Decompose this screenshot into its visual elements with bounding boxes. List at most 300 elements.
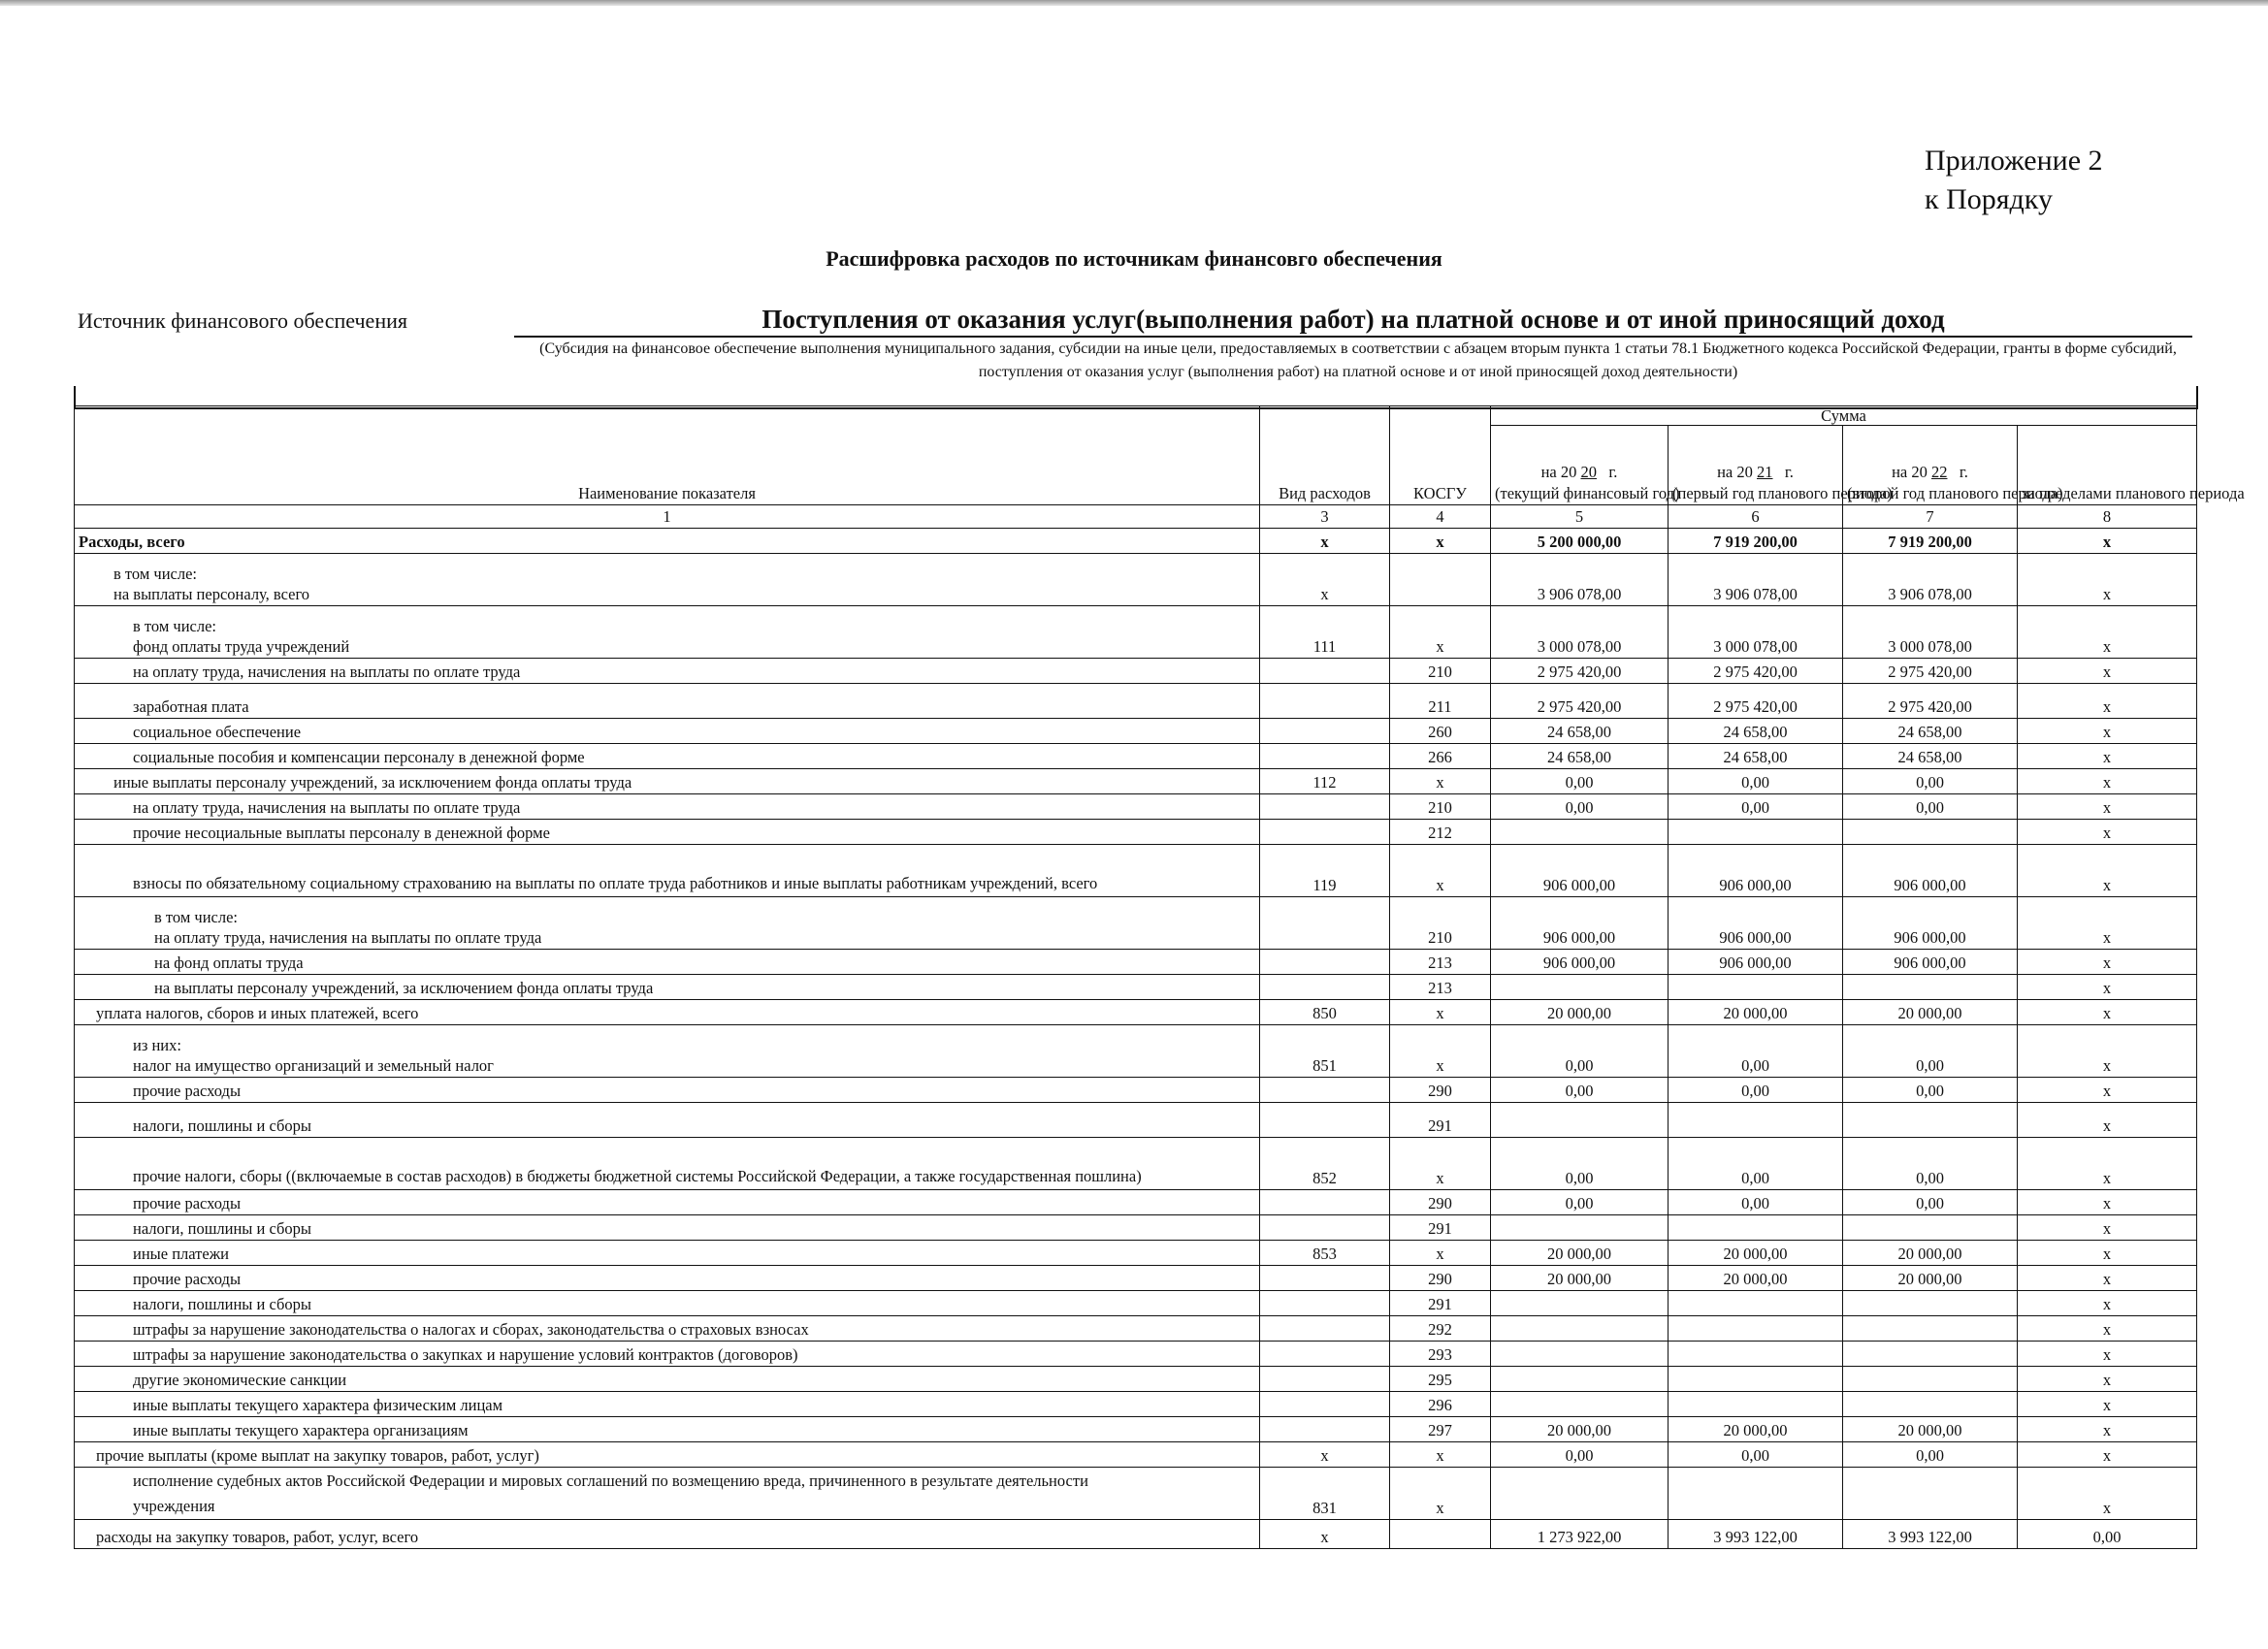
table-row xyxy=(75,744,2197,769)
row-sum-year1: 0,00 xyxy=(1491,1138,1669,1190)
row-sum-beyond: х xyxy=(2018,1000,2197,1025)
row-sum-year1: 0,00 xyxy=(1491,1078,1669,1103)
row-vid xyxy=(1260,1266,1390,1291)
row-sum-year1: 24 658,00 xyxy=(1491,719,1669,744)
row-sum-year1 xyxy=(1491,820,1669,845)
row-vid xyxy=(1260,1190,1390,1215)
row-sum-year1 xyxy=(1491,1103,1669,1138)
row-name xyxy=(75,719,1260,744)
row-label: штрафы за нарушение законодательства о закупках и нарушение условий контрактов (договоров) xyxy=(133,1345,798,1364)
row-sum-year3: 0,00 xyxy=(1843,794,2018,820)
row-sum-year1: 20 000,00 xyxy=(1491,1241,1669,1266)
row-sum-year1 xyxy=(1491,1468,1669,1520)
row-sum-beyond: х xyxy=(2018,744,2197,769)
table-row xyxy=(75,1266,2197,1291)
row-sum-year2: 20 000,00 xyxy=(1669,1266,1843,1291)
row-label: социальные пособия и компенсации персоналу в денежной форме xyxy=(133,748,585,766)
row-name xyxy=(75,1342,1260,1367)
row-kosgu: 212 xyxy=(1390,820,1491,845)
row-label: иные платежи xyxy=(133,1245,229,1263)
row-sum-year2: 20 000,00 xyxy=(1669,1417,1843,1442)
row-sum-beyond: х xyxy=(2018,1266,2197,1291)
row-vid xyxy=(1260,1316,1390,1342)
row-sum-year2: 0,00 xyxy=(1669,1442,1843,1468)
row-sum-year1: 3 906 078,00 xyxy=(1491,554,1669,606)
row-sum-year3 xyxy=(1843,1103,2018,1138)
row-vid: х xyxy=(1260,1442,1390,1468)
row-vid xyxy=(1260,975,1390,1000)
row-name xyxy=(75,975,1260,1000)
row-sum-year3: 3 993 122,00 xyxy=(1843,1520,2018,1549)
row-kosgu: х xyxy=(1390,1000,1491,1025)
header-beyond: за пределами планового периода xyxy=(2018,426,2197,505)
row-sum-year3 xyxy=(1843,1468,2018,1520)
row-sum-year1: 2 975 420,00 xyxy=(1491,659,1669,684)
row-sum-year3 xyxy=(1843,975,2018,1000)
row-label: прочие налоги, сборы ((включаемые в состав расходов) в бюджеты бюджетной системы Российской Федерации, а также государственная пошлина) xyxy=(133,1167,1142,1185)
row-sum-year1 xyxy=(1491,1215,1669,1241)
row-name xyxy=(75,1138,1260,1190)
row-kosgu: х xyxy=(1390,606,1491,659)
row-sum-year2: 0,00 xyxy=(1669,794,1843,820)
row-vid: 119 xyxy=(1260,845,1390,897)
row-sum-beyond: х xyxy=(2018,606,2197,659)
row-sum-year3 xyxy=(1843,1316,2018,1342)
row-sum-year2: 0,00 xyxy=(1669,1078,1843,1103)
table-row xyxy=(75,1520,2197,1549)
colnum-8: 8 xyxy=(2018,505,2197,529)
row-kosgu: 260 xyxy=(1390,719,1491,744)
row-kosgu: 297 xyxy=(1390,1417,1491,1442)
row-sum-year3: 0,00 xyxy=(1843,769,2018,794)
row-sum-beyond: х xyxy=(2018,1241,2197,1266)
table-row xyxy=(75,1138,2197,1190)
row-label: прочие расходы xyxy=(133,1194,242,1212)
row-vid: 850 xyxy=(1260,1000,1390,1025)
table-row xyxy=(75,845,2197,897)
row-label: прочие расходы xyxy=(133,1270,242,1288)
table-row xyxy=(75,529,2197,554)
row-sum-year2: 24 658,00 xyxy=(1669,744,1843,769)
row-name xyxy=(75,820,1260,845)
row-kosgu: 211 xyxy=(1390,684,1491,719)
row-name xyxy=(75,897,1260,950)
row-sum-year1: 1 273 922,00 xyxy=(1491,1520,1669,1549)
row-label: налог на имущество организаций и земельный налог xyxy=(133,1056,494,1075)
row-sum-beyond: х xyxy=(2018,719,2197,744)
row-name xyxy=(75,554,1260,606)
row-prefix: в том числе: xyxy=(154,908,239,926)
row-label: на оплату труда, начисления на выплаты по оплате труда xyxy=(154,928,542,947)
row-kosgu: 291 xyxy=(1390,1103,1491,1138)
row-label: взносы по обязательному социальному страхованию на выплаты по оплате труда работников и иные выплаты работникам учреждений, всего xyxy=(133,874,1098,892)
row-label: на оплату труда, начисления на выплаты по оплате труда xyxy=(133,663,521,681)
colnum-3: 3 xyxy=(1260,505,1390,529)
row-name xyxy=(75,845,1260,897)
row-sum-year1: 20 000,00 xyxy=(1491,1000,1669,1025)
row-vid: х xyxy=(1260,529,1390,554)
row-sum-year3: 2 975 420,00 xyxy=(1843,684,2018,719)
row-kosgu: 213 xyxy=(1390,975,1491,1000)
row-name xyxy=(75,1392,1260,1417)
row-vid xyxy=(1260,1103,1390,1138)
row-label: налоги, пошлины и сборы xyxy=(133,1295,311,1313)
table-row xyxy=(75,1417,2197,1442)
row-kosgu: 292 xyxy=(1390,1316,1491,1342)
row-sum-year2: 2 975 420,00 xyxy=(1669,659,1843,684)
table-row xyxy=(75,1103,2197,1138)
row-sum-year3 xyxy=(1843,1215,2018,1241)
row-sum-beyond: х xyxy=(2018,1392,2197,1417)
table-row xyxy=(75,659,2197,684)
row-sum-year3 xyxy=(1843,820,2018,845)
row-label: другие экономические санкции xyxy=(133,1371,347,1389)
row-sum-beyond: х xyxy=(2018,1442,2197,1468)
table-row xyxy=(75,606,2197,659)
row-sum-year2: 906 000,00 xyxy=(1669,845,1843,897)
row-kosgu xyxy=(1390,554,1491,606)
table-row xyxy=(75,1025,2197,1078)
row-name xyxy=(75,1078,1260,1103)
row-label: фонд оплаты труда учреждений xyxy=(133,637,350,656)
row-sum-year3: 3 906 078,00 xyxy=(1843,554,2018,606)
row-sum-beyond: х xyxy=(2018,1190,2197,1215)
row-sum-year2: 3 906 078,00 xyxy=(1669,554,1843,606)
row-kosgu: 290 xyxy=(1390,1266,1491,1291)
row-name xyxy=(75,769,1260,794)
row-sum-year1: 2 975 420,00 xyxy=(1491,684,1669,719)
row-sum-year2 xyxy=(1669,1215,1843,1241)
row-sum-year3: 906 000,00 xyxy=(1843,950,2018,975)
row-sum-year3: 0,00 xyxy=(1843,1442,2018,1468)
row-sum-year1: 0,00 xyxy=(1491,1190,1669,1215)
row-sum-year1 xyxy=(1491,1367,1669,1392)
row-sum-beyond: х xyxy=(2018,975,2197,1000)
appendix-note xyxy=(1925,142,2103,219)
row-sum-year2: 2 975 420,00 xyxy=(1669,684,1843,719)
row-name xyxy=(75,1316,1260,1342)
row-sum-year2 xyxy=(1669,1316,1843,1342)
row-name xyxy=(75,1241,1260,1266)
row-kosgu: х xyxy=(1390,1241,1491,1266)
row-name xyxy=(75,1468,1260,1520)
row-sum-year2 xyxy=(1669,1367,1843,1392)
row-sum-beyond: х xyxy=(2018,1103,2197,1138)
appendix-line2: к Порядку xyxy=(1925,183,2053,215)
row-sum-year2: 7 919 200,00 xyxy=(1669,529,1843,554)
row-sum-beyond: х xyxy=(2018,1291,2197,1316)
row-label: налоги, пошлины и сборы xyxy=(133,1219,311,1238)
row-vid: 851 xyxy=(1260,1025,1390,1078)
row-sum-year2: 0,00 xyxy=(1669,769,1843,794)
header-year2: на 20 21 г. (первый год планового периода) xyxy=(1669,426,1843,505)
row-sum-beyond: х xyxy=(2018,1342,2197,1367)
row-name xyxy=(75,794,1260,820)
row-sum-year3 xyxy=(1843,1367,2018,1392)
colnum-7: 7 xyxy=(1843,505,2018,529)
row-sum-year3: 0,00 xyxy=(1843,1190,2018,1215)
source-label: Источник финансового обеспечения xyxy=(78,308,407,333)
row-vid xyxy=(1260,719,1390,744)
row-sum-year3: 20 000,00 xyxy=(1843,1000,2018,1025)
row-prefix: в том числе: xyxy=(133,617,217,635)
row-sum-year3: 24 658,00 xyxy=(1843,744,2018,769)
table-row xyxy=(75,1078,2197,1103)
row-sum-year3: 0,00 xyxy=(1843,1025,2018,1078)
row-label: Расходы, всего xyxy=(79,533,185,551)
header-year3: на 20 22 г. (второй год планового периода) xyxy=(1843,426,2018,505)
row-sum-year1: 24 658,00 xyxy=(1491,744,1669,769)
row-vid: 831 xyxy=(1260,1468,1390,1520)
row-vid xyxy=(1260,1291,1390,1316)
row-label: иные выплаты текущего характера физическим лицам xyxy=(133,1396,503,1414)
colnum-1: 1 xyxy=(75,505,1260,529)
row-vid xyxy=(1260,1342,1390,1367)
row-kosgu: 213 xyxy=(1390,950,1491,975)
row-sum-year2: 0,00 xyxy=(1669,1025,1843,1078)
table-row xyxy=(75,1342,2197,1367)
table-row xyxy=(75,1392,2197,1417)
row-sum-year3 xyxy=(1843,1392,2018,1417)
table-row xyxy=(75,897,2197,950)
row-kosgu: х xyxy=(1390,1442,1491,1468)
header-summa: Сумма xyxy=(1491,406,2197,426)
row-sum-year2 xyxy=(1669,1468,1843,1520)
row-kosgu: 290 xyxy=(1390,1190,1491,1215)
row-label: исполнение судебных актов Российской Федерации и мировых соглашений по возмещению вреда, причиненного в результате деятельности учреждения xyxy=(133,1471,1088,1515)
table-row xyxy=(75,950,2197,975)
table-row xyxy=(75,1442,2197,1468)
row-label: иные выплаты персоналу учреждений, за исключением фонда оплаты труда xyxy=(113,773,632,792)
row-sum-year3: 906 000,00 xyxy=(1843,897,2018,950)
row-vid xyxy=(1260,1215,1390,1241)
table-row xyxy=(75,684,2197,719)
row-vid xyxy=(1260,1417,1390,1442)
row-sum-year3 xyxy=(1843,1342,2018,1367)
row-sum-year2 xyxy=(1669,1392,1843,1417)
row-sum-year3 xyxy=(1843,1291,2018,1316)
row-sum-beyond: х xyxy=(2018,897,2197,950)
row-vid xyxy=(1260,820,1390,845)
row-sum-beyond: х xyxy=(2018,794,2197,820)
row-vid: х xyxy=(1260,1520,1390,1549)
row-sum-year2 xyxy=(1669,820,1843,845)
row-sum-year1: 0,00 xyxy=(1491,769,1669,794)
row-sum-year1: 5 200 000,00 xyxy=(1491,529,1669,554)
row-vid xyxy=(1260,744,1390,769)
row-name xyxy=(75,1417,1260,1442)
row-label: прочие расходы xyxy=(133,1082,242,1100)
row-sum-year2: 24 658,00 xyxy=(1669,719,1843,744)
row-name xyxy=(75,1103,1260,1138)
colnum-4: 4 xyxy=(1390,505,1491,529)
row-sum-year1 xyxy=(1491,975,1669,1000)
row-sum-year1 xyxy=(1491,1291,1669,1316)
table-row xyxy=(75,554,2197,606)
row-name xyxy=(75,1291,1260,1316)
source-value: Поступления от оказания услуг(выполнения работ) на платной основе и от иной приносящий доход xyxy=(514,305,2192,338)
row-name xyxy=(75,529,1260,554)
colnum-5: 5 xyxy=(1491,505,1669,529)
row-sum-beyond: х xyxy=(2018,554,2197,606)
row-sum-beyond: х xyxy=(2018,1078,2197,1103)
row-vid xyxy=(1260,1367,1390,1392)
row-sum-year2 xyxy=(1669,1103,1843,1138)
row-name xyxy=(75,1215,1260,1241)
row-sum-year3: 3 000 078,00 xyxy=(1843,606,2018,659)
table-row xyxy=(75,1367,2197,1392)
expenses-table xyxy=(74,405,2245,1549)
row-label: прочие выплаты (кроме выплат на закупку товаров, работ, услуг) xyxy=(96,1446,539,1465)
row-name xyxy=(75,606,1260,659)
row-sum-year2: 0,00 xyxy=(1669,1190,1843,1215)
row-sum-beyond: 0,00 xyxy=(2018,1520,2197,1549)
row-label: прочие несоциальные выплаты персоналу в денежной форме xyxy=(133,824,550,842)
row-vid xyxy=(1260,950,1390,975)
row-sum-beyond: х xyxy=(2018,769,2197,794)
table-row xyxy=(75,769,2197,794)
row-label: налоги, пошлины и сборы xyxy=(133,1116,311,1135)
row-sum-year1: 3 000 078,00 xyxy=(1491,606,1669,659)
document-title: Расшифровка расходов по источникам финансовго обеспечения xyxy=(826,246,1442,271)
row-sum-year1: 0,00 xyxy=(1491,1025,1669,1078)
row-name xyxy=(75,1000,1260,1025)
row-sum-beyond: х xyxy=(2018,684,2197,719)
row-kosgu xyxy=(1390,1520,1491,1549)
row-kosgu: 295 xyxy=(1390,1367,1491,1392)
row-sum-beyond: х xyxy=(2018,659,2197,684)
row-sum-year2: 3 000 078,00 xyxy=(1669,606,1843,659)
row-kosgu: 291 xyxy=(1390,1215,1491,1241)
row-kosgu: 266 xyxy=(1390,744,1491,769)
colnum-6: 6 xyxy=(1669,505,1843,529)
row-sum-year2: 20 000,00 xyxy=(1669,1000,1843,1025)
row-sum-year2: 906 000,00 xyxy=(1669,897,1843,950)
row-vid xyxy=(1260,794,1390,820)
row-kosgu: х xyxy=(1390,1025,1491,1078)
row-kosgu: 210 xyxy=(1390,794,1491,820)
table-row xyxy=(75,820,2197,845)
table-row xyxy=(75,975,2197,1000)
row-name xyxy=(75,950,1260,975)
row-vid: 111 xyxy=(1260,606,1390,659)
scan-edge xyxy=(0,0,2268,6)
row-label: на выплаты персоналу, всего xyxy=(113,585,310,603)
header-year1: на 20 20 г. (текущий финансовый год) xyxy=(1491,426,1669,505)
row-label: штрафы за нарушение законодательства о налогах и сборах, законодательства о страховых взносах xyxy=(133,1320,809,1339)
row-name xyxy=(75,1266,1260,1291)
row-vid: 112 xyxy=(1260,769,1390,794)
row-sum-year2 xyxy=(1669,1291,1843,1316)
row-vid xyxy=(1260,659,1390,684)
table-row xyxy=(75,1215,2197,1241)
row-sum-year3: 7 919 200,00 xyxy=(1843,529,2018,554)
row-kosgu: х xyxy=(1390,1138,1491,1190)
row-label: социальное обеспечение xyxy=(133,723,302,741)
row-vid: 852 xyxy=(1260,1138,1390,1190)
row-vid xyxy=(1260,1392,1390,1417)
row-sum-year3: 2 975 420,00 xyxy=(1843,659,2018,684)
row-sum-beyond: х xyxy=(2018,1316,2197,1342)
row-kosgu: 293 xyxy=(1390,1342,1491,1367)
row-sum-beyond: х xyxy=(2018,950,2197,975)
row-sum-beyond: х xyxy=(2018,529,2197,554)
row-name xyxy=(75,1190,1260,1215)
row-vid: х xyxy=(1260,554,1390,606)
row-label: расходы на закупку товаров, работ, услуг, всего xyxy=(96,1528,419,1546)
row-sum-beyond: х xyxy=(2018,1215,2197,1241)
row-kosgu: 210 xyxy=(1390,897,1491,950)
row-sum-year3: 20 000,00 xyxy=(1843,1241,2018,1266)
row-sum-year1: 0,00 xyxy=(1491,1442,1669,1468)
row-sum-beyond: х xyxy=(2018,1025,2197,1078)
row-sum-year1: 0,00 xyxy=(1491,794,1669,820)
header-kosgu: КОСГУ xyxy=(1390,406,1491,505)
row-label: уплата налогов, сборов и иных платежей, всего xyxy=(96,1004,419,1022)
row-sum-year3: 24 658,00 xyxy=(1843,719,2018,744)
row-label: на фонд оплаты труда xyxy=(154,954,304,972)
row-sum-beyond: х xyxy=(2018,820,2197,845)
row-sum-beyond: х xyxy=(2018,1367,2197,1392)
row-kosgu: х xyxy=(1390,845,1491,897)
row-prefix: в том числе: xyxy=(113,565,198,583)
row-label: на оплату труда, начисления на выплаты по оплате труда xyxy=(133,798,521,817)
appendix-line1: Приложение 2 xyxy=(1925,145,2103,177)
row-sum-year2: 0,00 xyxy=(1669,1138,1843,1190)
row-sum-year1: 20 000,00 xyxy=(1491,1266,1669,1291)
row-sum-beyond: х xyxy=(2018,845,2197,897)
row-sum-year1: 906 000,00 xyxy=(1491,897,1669,950)
row-sum-year2 xyxy=(1669,975,1843,1000)
row-sum-beyond: х xyxy=(2018,1468,2197,1520)
row-sum-year2: 20 000,00 xyxy=(1669,1241,1843,1266)
row-kosgu: х xyxy=(1390,769,1491,794)
row-sum-beyond: х xyxy=(2018,1138,2197,1190)
row-kosgu: х xyxy=(1390,529,1491,554)
row-vid: 853 xyxy=(1260,1241,1390,1266)
table-row xyxy=(75,1316,2197,1342)
row-kosgu: х xyxy=(1390,1468,1491,1520)
row-vid xyxy=(1260,1078,1390,1103)
row-sum-year1: 20 000,00 xyxy=(1491,1417,1669,1442)
row-sum-year1: 906 000,00 xyxy=(1491,950,1669,975)
table-row xyxy=(75,794,2197,820)
column-number-row xyxy=(75,505,2197,529)
table-row xyxy=(75,719,2197,744)
row-label: заработная плата xyxy=(133,697,249,716)
row-name xyxy=(75,1442,1260,1468)
row-label: иные выплаты текущего характера организациям xyxy=(133,1421,469,1439)
row-sum-year1: 906 000,00 xyxy=(1491,845,1669,897)
row-name xyxy=(75,744,1260,769)
row-vid xyxy=(1260,684,1390,719)
row-name xyxy=(75,659,1260,684)
row-name xyxy=(75,1520,1260,1549)
row-kosgu: 296 xyxy=(1390,1392,1491,1417)
row-sum-year3: 906 000,00 xyxy=(1843,845,2018,897)
row-sum-year1 xyxy=(1491,1342,1669,1367)
row-name xyxy=(75,1367,1260,1392)
table-row xyxy=(75,1291,2197,1316)
row-kosgu: 291 xyxy=(1390,1291,1491,1316)
row-sum-year3: 0,00 xyxy=(1843,1138,2018,1190)
row-name xyxy=(75,1025,1260,1078)
row-sum-year3: 20 000,00 xyxy=(1843,1266,2018,1291)
row-kosgu: 210 xyxy=(1390,659,1491,684)
row-sum-year1 xyxy=(1491,1316,1669,1342)
row-sum-beyond: х xyxy=(2018,1417,2197,1442)
table-row xyxy=(75,1190,2197,1215)
